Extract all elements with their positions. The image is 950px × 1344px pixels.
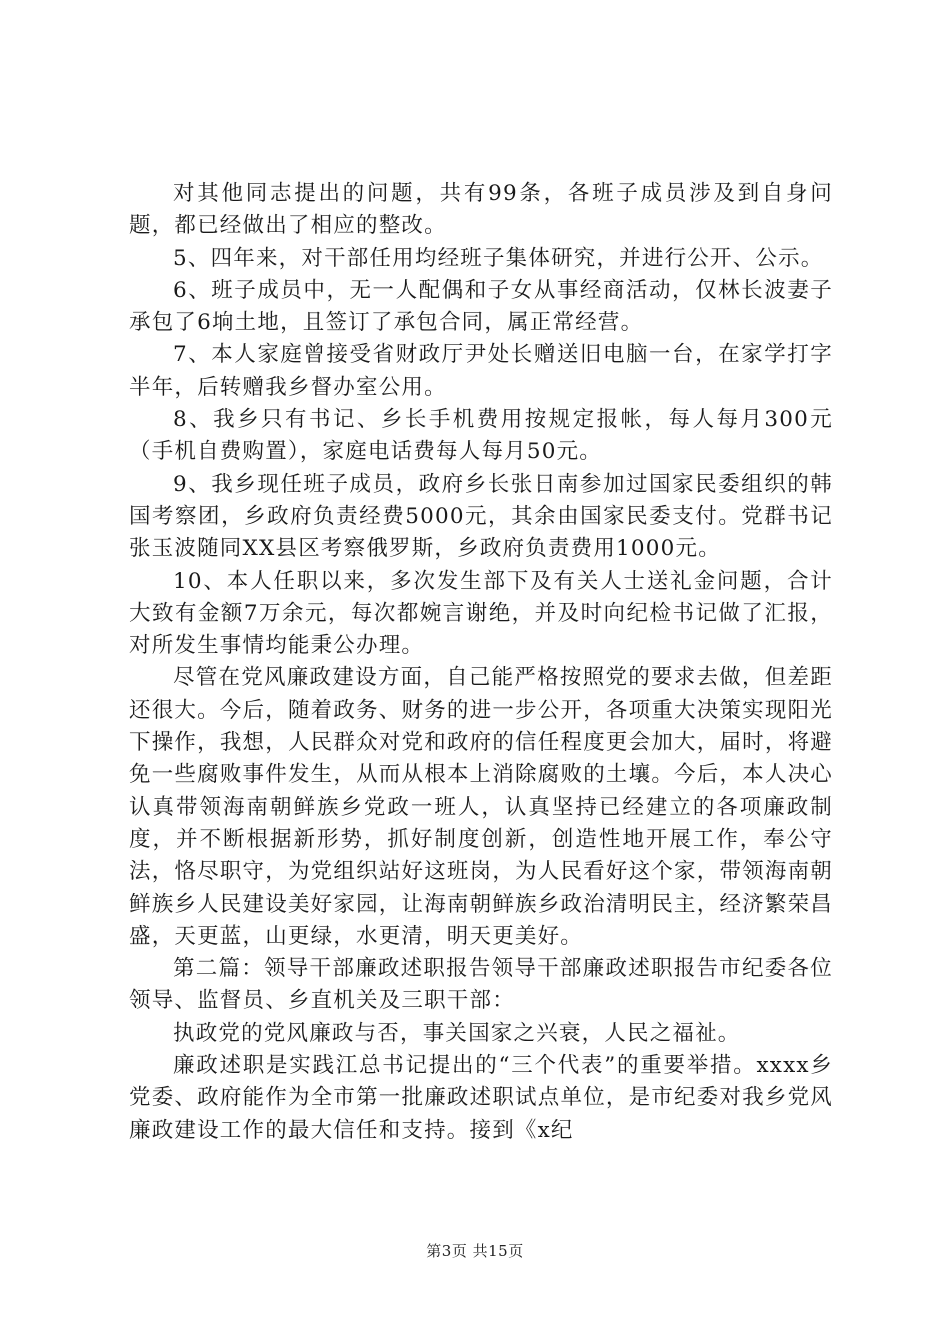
paragraph: 6、班子成员中，无一人配偶和子女从事经商活动，仅林长波妻子承包了6垧土地，且签订了承包合同，属正常经营。 [129, 277, 833, 336]
page-number-footer: 第3页 共15页 [426, 1242, 524, 1260]
paragraph: 执政党的党风廉政与否，事关国家之兴衰，人民之福祉。 [173, 1020, 741, 1046]
paragraph: 廉政述职是实践江总书记提出的“三个代表”的重要举措。xxxx乡党委、政府能作为全市第一批廉政述职试点单位，是市纪委对我乡党风廉政建设工作的最大信任和支持。接到《x纪 [129, 1053, 833, 1143]
paragraph: 10、本人任职以来，多次发生部下及有关人士送礼金问题，合计大致有金额7万余元，每次都婉言谢绝，并及时向纪检书记做了汇报，对所发生事情均能秉公办理。 [129, 568, 833, 659]
paragraph: 8、我乡只有书记、乡长手机费用按规定报帐，每人每月300元（手机自费购置），家庭电话费每人每月50元。 [129, 407, 833, 465]
paragraph: 7、本人家庭曾接受省财政厅尹处长赠送旧电脑一台，在家学打字半年，后转赠我乡督办室公用。 [129, 342, 833, 400]
paragraph: 尽管在党风廉政建设方面，自己能严格按照党的要求去做，但差距还很大。今后，随着政务、财务的进一步公开，各项重大决策实现阳光下操作，我想，人民群众对党和政府的信任程度更会加大，届时，将避免一些腐败事件发生，从而从根本上消除腐败的土壤。今后，本人决心认真带领海南朝鲜族乡党政一班人，认真坚持已经建立的各项廉政制度，并不断根据新形势，抓好制度创新，创造性地开展工作，奉公守法，恪尽职守，为党组织站好这班岗，为人民看好这个家，带领海南朝鲜族乡人民建设美好家园，让海南朝鲜族乡政治清明民主，经济繁荣昌盛，天更蓝，山更绿，水更清，明天更美好。 [129, 665, 833, 949]
paragraph: 对其他同志提出的问题，共有99条，各班子成员涉及到自身问题，都已经做出了相应的整改。 [129, 181, 833, 239]
paragraph: 5、四年来，对干部任用均经班子集体研究，并进行公开、公示。 [173, 245, 824, 271]
section-heading-paragraph: 第二篇：领导干部廉政述职报告领导干部廉政述职报告市纪委各位领导、监督员、乡直机关及三职干部： [129, 956, 833, 1014]
document-body [129, 178, 833, 1147]
paragraph: 9、我乡现任班子成员，政府乡长张日南参加过国家民委组织的韩国考察团，乡政府负责经费5000元，其余由国家民委支付。党群书记张玉波随同XX县区考察俄罗斯，乡政府负责费用1000元。 [129, 471, 833, 562]
